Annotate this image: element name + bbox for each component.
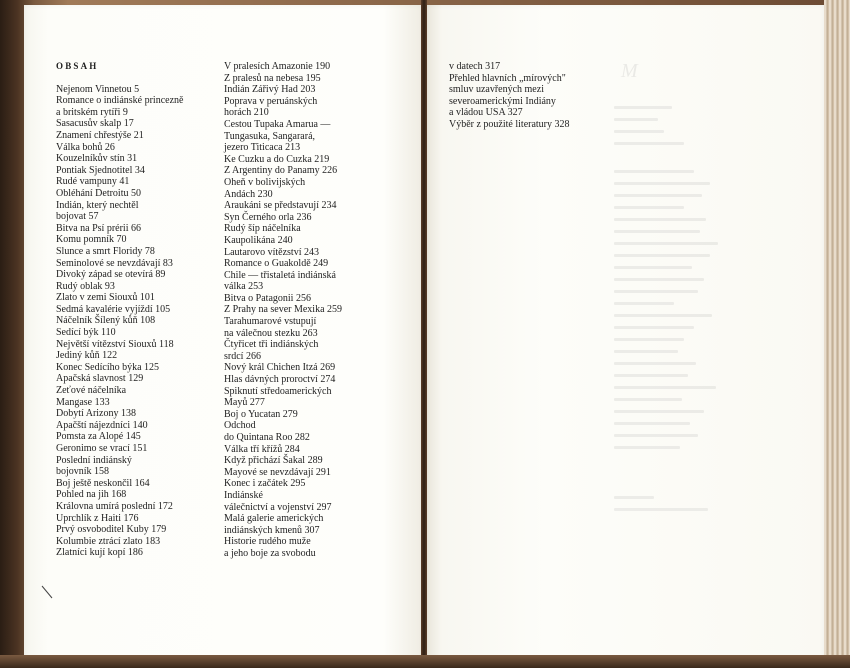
- toc-column-2: [224, 61, 414, 560]
- toc-entry: Válka bohů 26: [56, 141, 115, 153]
- toc-entry: válečnictví a vojenství 297: [224, 501, 332, 513]
- toc-entry: Apačští nájezdníci 140: [56, 419, 148, 431]
- toc-entry: Geronimo se vrací 151: [56, 443, 148, 454]
- bottom-strip: [0, 655, 850, 668]
- toc-entry: srdcí 266: [224, 350, 261, 362]
- toc-entry: Uprchlík z Haiti 176: [56, 512, 139, 524]
- toc-entry: Z Prahy na sever Mexika 259: [224, 304, 343, 316]
- toc-entry: Sedící býk 110: [56, 327, 116, 339]
- toc-entry: V pralesích Amazonie 190: [224, 61, 331, 72]
- toc-entry: Největší vítězství Siouxů 118: [56, 338, 174, 350]
- toc-entry: Araukáni se představují 234: [224, 200, 337, 212]
- toc-entry: Rudé vampuny 41: [56, 176, 130, 188]
- toc-entry: Ke Cuzku a do Cuzka 219: [224, 153, 330, 165]
- toc-heading: OBSAH: [56, 61, 99, 71]
- toc-entry: Prvý osvoboditel Kuby 179: [56, 524, 167, 536]
- toc-entry: Indián Zářivý Had 203: [224, 84, 316, 96]
- toc-entry: Zlatníci kují kopí 186: [56, 547, 143, 559]
- toc-entry: Tarahumarové vstupují: [224, 316, 317, 328]
- toc-entry: Chile — třistaletá indiánská: [224, 269, 336, 281]
- toc-entry: Přehled hlavních „mírových": [449, 72, 566, 84]
- toc-entry: horách 210: [224, 107, 269, 119]
- page-edges: [824, 0, 850, 668]
- toc-entry: Mayů 277: [224, 397, 265, 409]
- toc-entry: Kouzelníkův stín 31: [56, 153, 138, 165]
- toc-entry: Pomsta za Alopé 145: [56, 431, 141, 443]
- toc-entry: Pontiak Sjednotitel 34: [56, 164, 145, 176]
- toc-entry: Jediný kůň 122: [56, 350, 118, 362]
- toc-entry: Z pralesů na nebesa 195: [224, 72, 321, 84]
- toc-entry: Z Argentiny do Panamy 226: [224, 165, 338, 177]
- book-gutter: [421, 0, 427, 668]
- toc-entry: Nejenom Vinnetou 5: [56, 83, 140, 95]
- toc-entries-3: [449, 61, 649, 131]
- toc-entry: Divoký západ se otevírá 89: [56, 269, 166, 281]
- toc-entry: Náčelník Šílený kůň 108: [56, 315, 156, 327]
- toc-entry: Poslední indiánský: [56, 454, 132, 466]
- toc-entry: Odchod: [224, 420, 256, 432]
- toc-entry: Bitva na Psí prérii 66: [56, 222, 141, 234]
- toc-entry: do Quintana Roo 282: [224, 432, 310, 443]
- toc-entry: Pohled na jih 168: [56, 489, 127, 501]
- toc-entry: Nový král Chichen Itzá 269: [224, 362, 336, 374]
- toc-entry: Mangase 133: [56, 396, 110, 408]
- toc-entry: bojovník 158: [56, 466, 110, 478]
- toc-entry: Romance o Guakoldě 249: [224, 258, 329, 270]
- toc-entry: Výběr z použité literatury 328: [449, 118, 570, 130]
- toc-entry: Rudý šíp náčelníka: [224, 223, 301, 235]
- toc-entry: Andách 230: [224, 188, 273, 200]
- toc-entry: Apačská slavnost 129: [56, 373, 144, 385]
- toc-entry: Indiánské: [224, 489, 263, 501]
- toc-entry: v datech 317: [449, 61, 501, 72]
- toc-entry: a jeho boje za svobodu: [224, 547, 316, 559]
- toc-entry: Boj o Yucatan 279: [224, 408, 298, 420]
- toc-entry: a britském rytíři 9: [56, 106, 128, 118]
- toc-entry: Dobytí Arizony 138: [56, 408, 136, 420]
- toc-entry: Mayové se nevzdávají 291: [224, 466, 331, 478]
- toc-entry: Boj ještě neskončil 164: [56, 477, 150, 489]
- toc-entry: na válečnou stezku 263: [224, 327, 318, 339]
- toc-entry: Bitva o Patagonii 256: [224, 292, 311, 304]
- toc-entry: Historie rudého muže: [224, 536, 311, 548]
- toc-entry: Když přichází Šakal 289: [224, 455, 323, 467]
- toc-entry: smluv uzavřených mezi: [449, 84, 544, 96]
- toc-entry: Zlato v zemi Siouxů 101: [56, 292, 155, 304]
- toc-entry: Čtyřicet tři indiánských: [224, 339, 319, 351]
- toc-entry: severoamerickými Indiány: [449, 95, 556, 107]
- toc-entry: Sasacusův skalp 17: [56, 118, 134, 130]
- toc-entry: Indián, který nechtěl: [56, 199, 139, 211]
- toc-entry: Cestou Tupaka Amarua —: [224, 118, 331, 130]
- toc-entry: Obléhání Detroitu 50: [56, 187, 141, 199]
- toc-entry: a vládou USA 327: [449, 107, 523, 119]
- toc-entry: Kolumbie ztrácí zlato 183: [56, 535, 161, 547]
- toc-entry: Komu pomník 70: [56, 234, 127, 246]
- toc-entry: Tungasuka, Sangarará,: [224, 130, 316, 142]
- toc-entry: Spiknutí středoamerických: [224, 385, 332, 397]
- toc-entries-2: [224, 61, 414, 560]
- show-through-logo: M: [621, 60, 638, 82]
- toc-entry: Malá galerie amerických: [224, 513, 324, 525]
- toc-entry: Zeťové náčelníka: [56, 385, 127, 397]
- toc-entry: Konec Sedícího býka 125: [56, 361, 160, 373]
- toc-entry: Oheň v bolivijských: [224, 176, 306, 188]
- toc-entry: Kaupolikána 240: [224, 234, 293, 246]
- toc-entry: Válka tří křížů 284: [224, 443, 300, 455]
- toc-entry: Lautarovo vítězství 243: [224, 246, 319, 258]
- toc-entry: bojovat 57: [56, 211, 99, 223]
- toc-entries-1: [56, 84, 226, 559]
- toc-entry: válka 253: [224, 281, 264, 293]
- toc-entry: jezero Titicaca 213: [224, 142, 301, 154]
- pencil-tick-mark: [40, 584, 54, 600]
- toc-entry: Konec i začátek 295: [224, 478, 306, 490]
- toc-entry: Královna umírá poslední 172: [56, 500, 173, 512]
- toc-entry: Seminolové se nevzdávají 83: [56, 257, 173, 269]
- toc-entry: Slunce a smrt Floridy 78: [56, 245, 155, 257]
- toc-entry: Znamení chřestýše 21: [56, 129, 144, 141]
- toc-entry: Sedmá kavalérie vyjíždí 105: [56, 303, 171, 315]
- toc-entry: Hlas dávných proroctví 274: [224, 374, 336, 386]
- toc-entry: Syn Černého orla 236: [224, 211, 312, 223]
- toc-entry: Rudý oblak 93: [56, 280, 115, 292]
- toc-column-1: [56, 61, 226, 559]
- toc-entry: Romance o indiánské princezně: [56, 95, 184, 107]
- toc-column-3: [449, 61, 649, 131]
- toc-entry: Poprava v peruánských: [224, 95, 318, 107]
- toc-entry: indiánských kmenů 307: [224, 524, 320, 536]
